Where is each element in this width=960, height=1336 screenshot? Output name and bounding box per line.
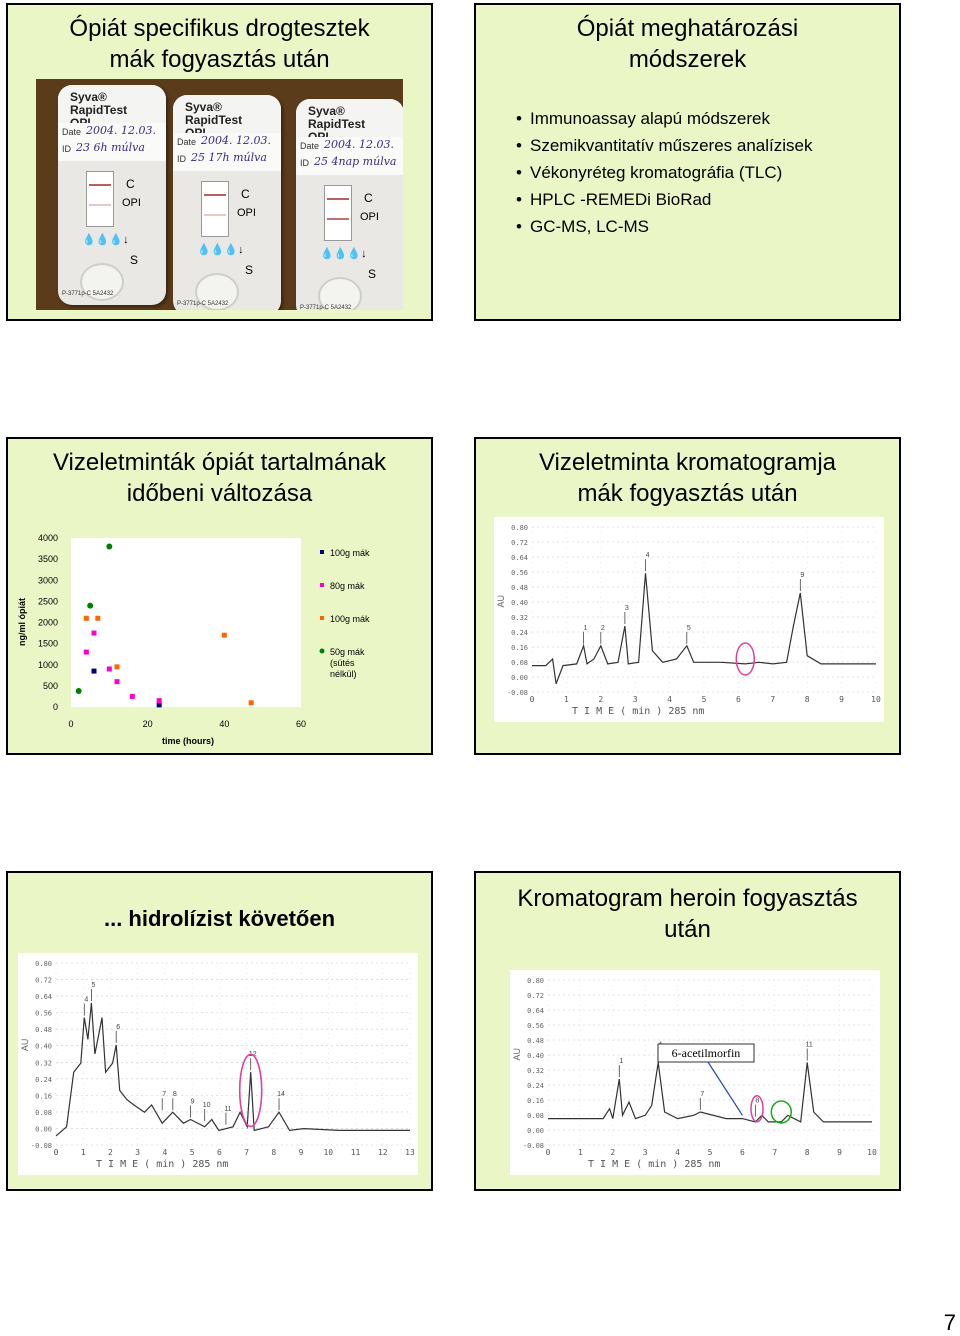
title-line: Kromatogram heroin fogyasztás bbox=[517, 885, 858, 912]
data-point bbox=[115, 664, 120, 669]
peak-label: 9 bbox=[800, 572, 805, 579]
title-line: időbeni változása bbox=[126, 480, 313, 507]
date-value: 2004. 12.03. bbox=[201, 134, 271, 147]
method-list bbox=[516, 105, 813, 240]
scatter-chart bbox=[8, 507, 431, 757]
chromatogram-poppy bbox=[494, 517, 884, 722]
y-axis-label: AU bbox=[20, 1038, 30, 1052]
legend-label: 50g mák bbox=[330, 647, 365, 657]
peak-label: 3 bbox=[624, 605, 629, 612]
y-tick-label: 3500 bbox=[37, 554, 58, 565]
y-tick-label: 0.64 bbox=[527, 1007, 544, 1015]
y-tick-label: 0.24 bbox=[511, 629, 528, 637]
peak-label: 4 bbox=[84, 996, 89, 1004]
x-tick-label: 2 bbox=[598, 695, 604, 704]
title-line: módszerek bbox=[628, 46, 747, 73]
x-tick-label: 0 bbox=[68, 719, 74, 729]
peak-label: 1 bbox=[583, 624, 588, 632]
chromatogram-trace bbox=[56, 1003, 410, 1136]
x-tick-label: 60 bbox=[295, 719, 307, 729]
x-tick-label: 3 bbox=[642, 1148, 648, 1157]
slide-title bbox=[476, 13, 899, 75]
method-item: • Immunoassay alapú módszerek bbox=[516, 105, 813, 132]
x-axis-caption: T I M E ( min ) 285 nm bbox=[588, 1159, 721, 1170]
x-tick-label: 9 bbox=[298, 1148, 304, 1157]
x-tick-label: 3 bbox=[632, 695, 638, 704]
y-tick-label: 500 bbox=[42, 680, 58, 691]
legend-label: nélkül) bbox=[330, 669, 357, 679]
control-label: C bbox=[364, 191, 373, 205]
y-tick-label: 0.08 bbox=[511, 659, 528, 667]
x-tick-label: 8 bbox=[271, 1148, 277, 1157]
slide-title bbox=[8, 447, 431, 509]
peak-label: 11 bbox=[805, 1041, 813, 1049]
data-point bbox=[95, 616, 100, 621]
y-tick-label: 0.16 bbox=[527, 1097, 544, 1105]
y-tick-label: 0.24 bbox=[35, 1075, 52, 1084]
title-line: mák fogyasztás után bbox=[109, 46, 330, 73]
method-item: • HPLC -REMEDi BioRad bbox=[516, 186, 813, 213]
peak-label: 14 bbox=[277, 1091, 285, 1099]
y-tick-label: 0.32 bbox=[35, 1059, 52, 1068]
y-tick-label: -0.08 bbox=[522, 1142, 544, 1150]
drug-test-cassette bbox=[296, 99, 403, 310]
legend-marker bbox=[320, 616, 324, 620]
title-line: után bbox=[664, 916, 711, 943]
sample-label: S bbox=[130, 253, 139, 267]
y-tick-label: 0.80 bbox=[511, 524, 528, 532]
y-tick-label: 0.72 bbox=[35, 976, 52, 985]
peak-label: 5 bbox=[91, 982, 96, 990]
x-tick-label: 12 bbox=[377, 1148, 388, 1157]
x-tick-label: 8 bbox=[804, 695, 810, 704]
control-label: C bbox=[241, 187, 250, 201]
y-tick-label: 0.80 bbox=[527, 977, 544, 985]
data-point bbox=[84, 650, 89, 655]
result-window bbox=[324, 185, 352, 241]
x-tick-label: 1 bbox=[563, 695, 569, 704]
chromatogram-hydrolysis bbox=[18, 953, 418, 1175]
x-tick-label: 1 bbox=[577, 1148, 583, 1157]
lot-code: P-3771p-C 5A2432 bbox=[62, 291, 114, 297]
x-tick-label: 4 bbox=[667, 695, 673, 704]
y-tick-label: 0.48 bbox=[527, 1037, 544, 1045]
highlight-circle-green bbox=[771, 1101, 791, 1123]
x-tick-label: 7 bbox=[770, 695, 776, 704]
peak-label: 12 bbox=[248, 1051, 257, 1059]
chromatogram-trace bbox=[548, 1063, 872, 1122]
annotation-label: 6-acetilmorfin bbox=[671, 1046, 741, 1060]
brand-text: Syva® RapidTest bbox=[185, 100, 243, 127]
drug-test-cassette bbox=[173, 95, 281, 310]
slide-title: ... hidrolízist követően bbox=[103, 906, 336, 931]
brand-text: Syva® RapidTest bbox=[70, 90, 128, 117]
legend-label: 100g mák bbox=[330, 548, 370, 558]
annotation-arrow bbox=[708, 1062, 742, 1115]
x-tick-label: 10 bbox=[871, 695, 881, 704]
data-point bbox=[249, 700, 254, 705]
y-tick-label: 0.40 bbox=[527, 1052, 544, 1060]
id-value: 23 6h múlva bbox=[76, 141, 145, 154]
x-tick-label: 0 bbox=[529, 695, 535, 704]
date-label: Date bbox=[300, 141, 320, 151]
title-line: Ópiát specifikus drogtesztek bbox=[69, 15, 370, 42]
slide-title bbox=[476, 447, 899, 509]
y-tick-label: 0.24 bbox=[527, 1082, 544, 1090]
peak-label: 11 bbox=[224, 1105, 232, 1113]
x-tick-label: 13 bbox=[405, 1148, 415, 1157]
y-tick-label: 0.72 bbox=[511, 539, 528, 547]
id-label: ID bbox=[177, 154, 186, 164]
peak-label: 8 bbox=[172, 1091, 177, 1099]
cassette-header bbox=[173, 95, 281, 133]
x-tick-label: 20 bbox=[142, 719, 153, 729]
y-tick-label: 0.80 bbox=[35, 960, 52, 968]
y-tick-label: 0.72 bbox=[527, 992, 544, 1000]
y-axis-label: AU bbox=[512, 1047, 522, 1061]
y-tick-label: 1500 bbox=[37, 638, 58, 649]
slide-title bbox=[476, 883, 899, 945]
title-line: mák fogyasztás után bbox=[577, 480, 798, 507]
slide-urine-time-course bbox=[6, 437, 433, 755]
chromatogram-heroin bbox=[510, 970, 880, 1175]
x-axis-caption: T I M E ( min ) 285 nm bbox=[96, 1159, 229, 1170]
peak-label: 7 bbox=[162, 1091, 167, 1099]
y-tick-label: 0.56 bbox=[511, 569, 528, 577]
x-tick-label: 9 bbox=[837, 1148, 843, 1157]
sample-label: S bbox=[368, 267, 377, 281]
y-tick-label: 0.08 bbox=[527, 1112, 544, 1120]
x-tick-label: 6 bbox=[739, 1148, 745, 1157]
y-tick-label: 0.00 bbox=[511, 674, 528, 682]
x-tick-label: 7 bbox=[244, 1148, 250, 1157]
x-tick-label: 0 bbox=[53, 1148, 59, 1157]
peak-label: 4 bbox=[645, 552, 650, 560]
title-line: Ópiát meghatározási bbox=[576, 15, 799, 42]
date-value: 2004. 12.03. bbox=[324, 138, 394, 151]
peak-label: 8 bbox=[755, 1097, 760, 1105]
opi-label: OPI bbox=[122, 197, 141, 209]
method-item: • Szemikvantitatív műszeres analízisek bbox=[516, 132, 813, 159]
plot-area bbox=[71, 538, 301, 707]
y-tick-label: 0.48 bbox=[35, 1026, 52, 1035]
x-tick-label: 5 bbox=[189, 1148, 195, 1157]
drops-icon: 💧💧💧↓ bbox=[320, 248, 367, 260]
y-tick-label: 4000 bbox=[37, 533, 58, 543]
data-point bbox=[107, 666, 112, 671]
x-axis-label: time (hours) bbox=[161, 736, 215, 746]
y-tick-label: 0.48 bbox=[511, 584, 528, 592]
data-point bbox=[76, 688, 82, 694]
drops-icon: 💧💧💧↓ bbox=[197, 244, 244, 256]
y-tick-label: 0.00 bbox=[527, 1127, 544, 1135]
title-line: Vizeletminta kromatogramja bbox=[538, 449, 836, 476]
data-point bbox=[130, 694, 135, 699]
y-tick-label: 0.32 bbox=[511, 614, 528, 622]
x-tick-label: 0 bbox=[545, 1148, 551, 1157]
y-axis-label: AU bbox=[496, 594, 506, 608]
handwritten-label bbox=[58, 123, 166, 161]
result-window bbox=[86, 171, 114, 227]
slide-opiate-methods bbox=[474, 3, 901, 321]
drug-test-photo bbox=[36, 79, 403, 310]
date-value: 2004. 12.03. bbox=[86, 124, 156, 137]
y-tick-label: 0.16 bbox=[35, 1092, 52, 1101]
x-tick-label: 11 bbox=[350, 1148, 361, 1157]
x-tick-label: 10 bbox=[323, 1148, 334, 1157]
y-tick-label: 0.56 bbox=[35, 1009, 52, 1018]
y-tick-label: 0.64 bbox=[511, 554, 528, 562]
opi-label: OPI bbox=[360, 211, 379, 223]
lot-code: P-3771p-C 5A2432 bbox=[300, 305, 352, 310]
peak-label: 5 bbox=[686, 624, 691, 632]
x-tick-label: 40 bbox=[219, 719, 230, 729]
legend-marker bbox=[320, 583, 324, 587]
method-item: • GC-MS, LC-MS bbox=[516, 213, 813, 240]
y-tick-label: 0.40 bbox=[511, 599, 528, 607]
x-tick-label: 4 bbox=[162, 1148, 168, 1157]
x-tick-label: 10 bbox=[867, 1148, 877, 1157]
x-tick-label: 5 bbox=[707, 1148, 713, 1157]
title-line: Vizeletminták ópiát tartalmának bbox=[52, 449, 387, 476]
legend-marker bbox=[320, 550, 324, 554]
date-label: Date bbox=[62, 127, 82, 137]
x-tick-label: 9 bbox=[839, 695, 845, 704]
y-tick-label: 1000 bbox=[37, 659, 58, 670]
y-tick-label: 2500 bbox=[37, 596, 58, 607]
x-tick-label: 8 bbox=[804, 1148, 810, 1157]
peak-label: 6 bbox=[116, 1023, 121, 1031]
control-label: C bbox=[126, 177, 135, 191]
slide-after-hydrolysis bbox=[6, 871, 433, 1191]
data-point bbox=[157, 698, 162, 703]
y-tick-label: -0.08 bbox=[30, 1142, 52, 1150]
peak-label: 2 bbox=[600, 624, 605, 632]
y-tick-label: 0.08 bbox=[35, 1108, 52, 1117]
cassette-header bbox=[58, 85, 166, 123]
handwritten-label bbox=[296, 137, 403, 175]
legend-label: 100g mák bbox=[330, 614, 370, 624]
data-point bbox=[115, 679, 120, 684]
page-number: 7 bbox=[943, 1310, 956, 1335]
cassette-header bbox=[296, 99, 403, 137]
drops-icon: 💧💧💧↓ bbox=[82, 234, 129, 246]
y-tick-label: 0.56 bbox=[527, 1022, 544, 1030]
y-tick-label: 2000 bbox=[37, 617, 58, 628]
x-tick-label: 2 bbox=[610, 1148, 616, 1157]
y-tick-label: 0.40 bbox=[35, 1042, 52, 1051]
data-point bbox=[84, 616, 89, 621]
data-point bbox=[87, 603, 93, 609]
highlight-circle bbox=[736, 643, 754, 675]
data-point bbox=[92, 669, 97, 674]
x-tick-label: 4 bbox=[675, 1148, 681, 1157]
x-tick-label: 6 bbox=[216, 1148, 222, 1157]
y-tick-label: 0.32 bbox=[527, 1067, 544, 1075]
x-tick-label: 3 bbox=[135, 1148, 141, 1157]
peak-label: 9 bbox=[190, 1098, 195, 1106]
opi-label: OPI bbox=[237, 207, 256, 219]
peak-label: 10 bbox=[202, 1102, 211, 1110]
x-axis-caption: T I M E ( min ) 285 nm bbox=[572, 706, 705, 717]
lot-code: P-3771p-C 5A2432 bbox=[177, 301, 229, 307]
data-point bbox=[106, 543, 112, 549]
drug-test-cassette bbox=[58, 85, 166, 305]
slide-heroin-chromatogram bbox=[474, 871, 901, 1191]
slide-urine-chromatogram bbox=[474, 437, 901, 755]
legend-marker bbox=[320, 649, 325, 654]
peak-label: 7 bbox=[700, 1091, 705, 1098]
peak-label: 1 bbox=[619, 1058, 624, 1065]
sample-label: S bbox=[245, 263, 254, 277]
data-point bbox=[92, 631, 97, 636]
y-axis-label: ng/ml ópiát bbox=[17, 598, 27, 646]
id-value: 25 17h múlva bbox=[191, 151, 267, 164]
x-tick-label: 6 bbox=[735, 695, 741, 704]
id-label: ID bbox=[300, 158, 309, 168]
date-label: Date bbox=[177, 137, 197, 147]
data-point bbox=[222, 633, 227, 638]
result-window bbox=[201, 181, 229, 237]
handwritten-label bbox=[173, 133, 281, 171]
brand-text: Syva® RapidTest bbox=[308, 104, 366, 131]
legend-label: 80g mák bbox=[330, 581, 365, 591]
id-label: ID bbox=[62, 144, 71, 154]
y-tick-label: -0.08 bbox=[506, 689, 528, 697]
y-tick-label: 0 bbox=[52, 702, 58, 712]
x-tick-label: 1 bbox=[80, 1148, 86, 1157]
x-tick-label: 2 bbox=[108, 1148, 113, 1157]
slide-title bbox=[8, 13, 431, 75]
method-item: • Vékonyréteg kromatográfia (TLC) bbox=[516, 159, 813, 186]
x-tick-label: 5 bbox=[701, 695, 707, 704]
y-tick-label: 3000 bbox=[37, 575, 58, 586]
y-tick-label: 0.64 bbox=[35, 993, 52, 1002]
id-value: 25 4nap múlva bbox=[314, 155, 397, 168]
slide-opiate-drug-tests bbox=[6, 3, 433, 321]
y-tick-label: 0.00 bbox=[35, 1125, 52, 1134]
y-tick-label: 0.16 bbox=[511, 644, 528, 652]
legend-label: (sütés bbox=[330, 658, 355, 668]
x-tick-label: 7 bbox=[772, 1148, 778, 1157]
